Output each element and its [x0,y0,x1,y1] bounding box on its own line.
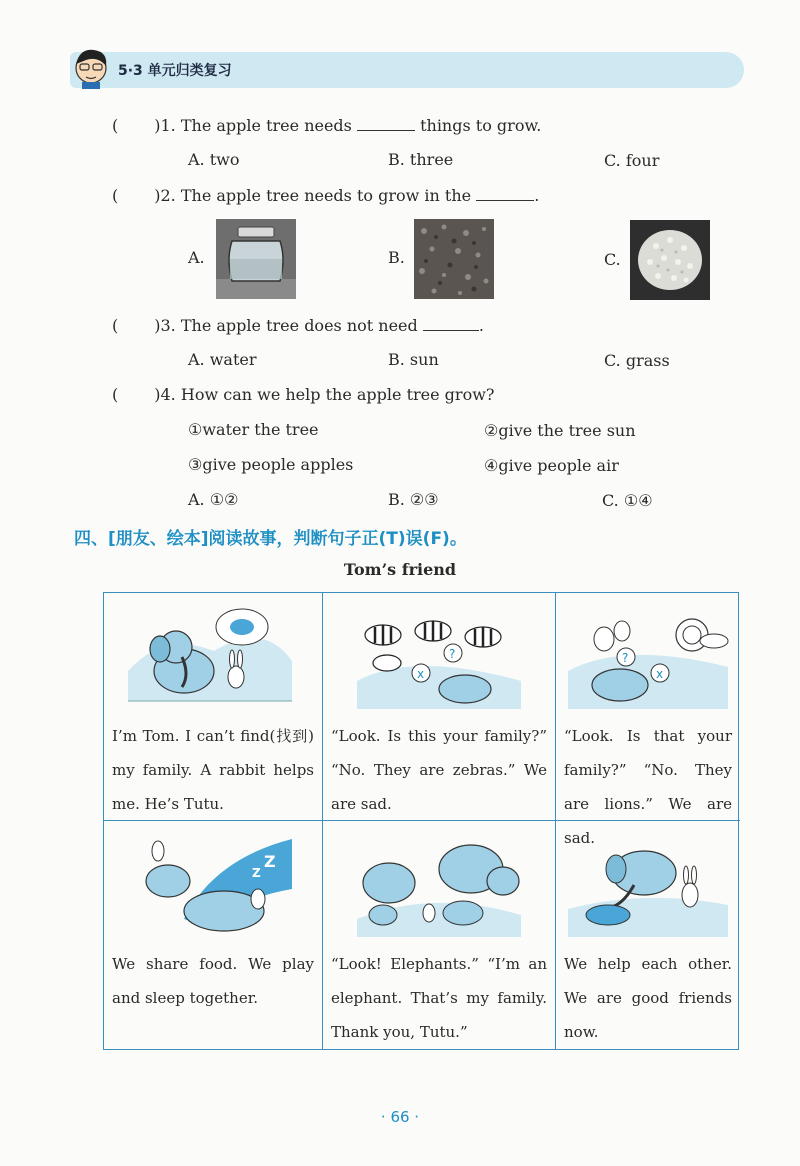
svg-text:?: ? [449,647,456,661]
story-panel-2 [323,593,556,821]
soil-photo [414,219,494,299]
question-text: The apple tree needs to grow in the [180,186,472,205]
panel-text: We share food. We play and sleep together. [112,955,314,1007]
header-label: 5·3 单元归类复习 [118,63,232,79]
glass-jar-of-water-photo [216,219,296,299]
page-number: · 66 · [380,1108,420,1126]
choice-4: ④give people air [484,456,619,475]
svg-text:x: x [417,667,425,681]
option-b: B. ②③ [388,490,439,509]
question-2 [112,186,539,205]
answer-blank[interactable] [423,330,479,331]
option-c: C. [604,250,621,269]
answer-paren-close: ) [154,385,161,404]
answer-paren-close: ) [154,116,161,135]
choice-1: ①water the tree [188,420,319,439]
svg-text:?: ? [622,651,629,665]
answer-paren-open: ( [112,316,119,335]
question-text: The apple tree needs [180,116,352,135]
story-panel-4 [104,821,323,1049]
answer-paren-open: ( [112,116,119,135]
panel-text: “Look. Is that your family?” “No. They are lions.” We are sad. [564,727,732,847]
panel-text: I’m Tom. I can’t find(找到) my family. A rabbit helps me. He’s Tutu. [112,727,314,813]
option-c: C. grass [604,351,670,370]
answer-paren-close: ) [154,186,161,205]
option-b: B. [388,248,405,267]
svg-text:x: x [656,667,664,681]
question-number: 3. [160,316,176,335]
choice-2: ②give the tree sun [484,421,636,440]
elephant-family-illustration [353,829,525,941]
answer-paren-open: ( [112,385,119,404]
panel-text: “Look. Is this your family?” “No. They are zebras.” We are sad. [331,727,547,813]
option-c: C. ①④ [602,491,653,510]
question-text-end: . [478,316,484,335]
grains-photo [630,220,710,300]
option-b: B. three [388,150,454,169]
svg-text:Z: Z [264,852,276,871]
friends-helping-illustration [564,829,732,941]
question-1 [112,116,541,135]
option-b: B. sun [388,350,439,369]
story-panel-1 [104,593,323,821]
story-panel-3 [556,593,740,847]
sleeping-elephant-illustration [124,829,296,941]
student-mascot-icon [68,44,114,90]
answer-paren-open: ( [112,186,119,205]
answer-blank[interactable] [357,130,415,131]
svg-text:Z: Z [252,866,261,880]
answer-blank[interactable] [476,200,534,201]
option-a: A. water [188,350,257,369]
question-number: 4. [160,385,176,404]
question-text: The apple tree does not need [180,316,418,335]
answer-paren-close: ) [154,316,161,335]
question-4 [112,385,494,404]
elephant-and-rabbit-illustration [124,601,296,713]
question-text-end: things to grow. [420,116,542,135]
option-a: A. ①② [188,490,239,509]
story-table [103,592,739,1050]
option-a: A. two [188,150,240,169]
panel-text: “Look! Elephants.” “I’m an elephant. That’s my family. Thank you, Tutu.” [331,955,547,1041]
option-c: C. four [604,151,660,170]
question-text: How can we help the apple tree grow? [180,385,495,404]
story-panel-6 [556,821,740,1049]
option-a: A. [188,248,205,267]
story-title: Tom’s friend [343,560,457,579]
question-3 [112,316,484,335]
choice-3: ③give people apples [188,455,354,474]
panel-text: We help each other. We are good friends now. [564,955,732,1041]
question-number: 2. [160,186,176,205]
question-number: 1. [160,116,176,135]
story-panel-5 [323,821,556,1049]
zebras-illustration [353,601,525,713]
lions-illustration [564,601,732,713]
section-title: 四、[朋友、绘本]阅读故事，判断句子正(T)误(F)。 [74,529,467,549]
question-text-end: . [534,186,540,205]
